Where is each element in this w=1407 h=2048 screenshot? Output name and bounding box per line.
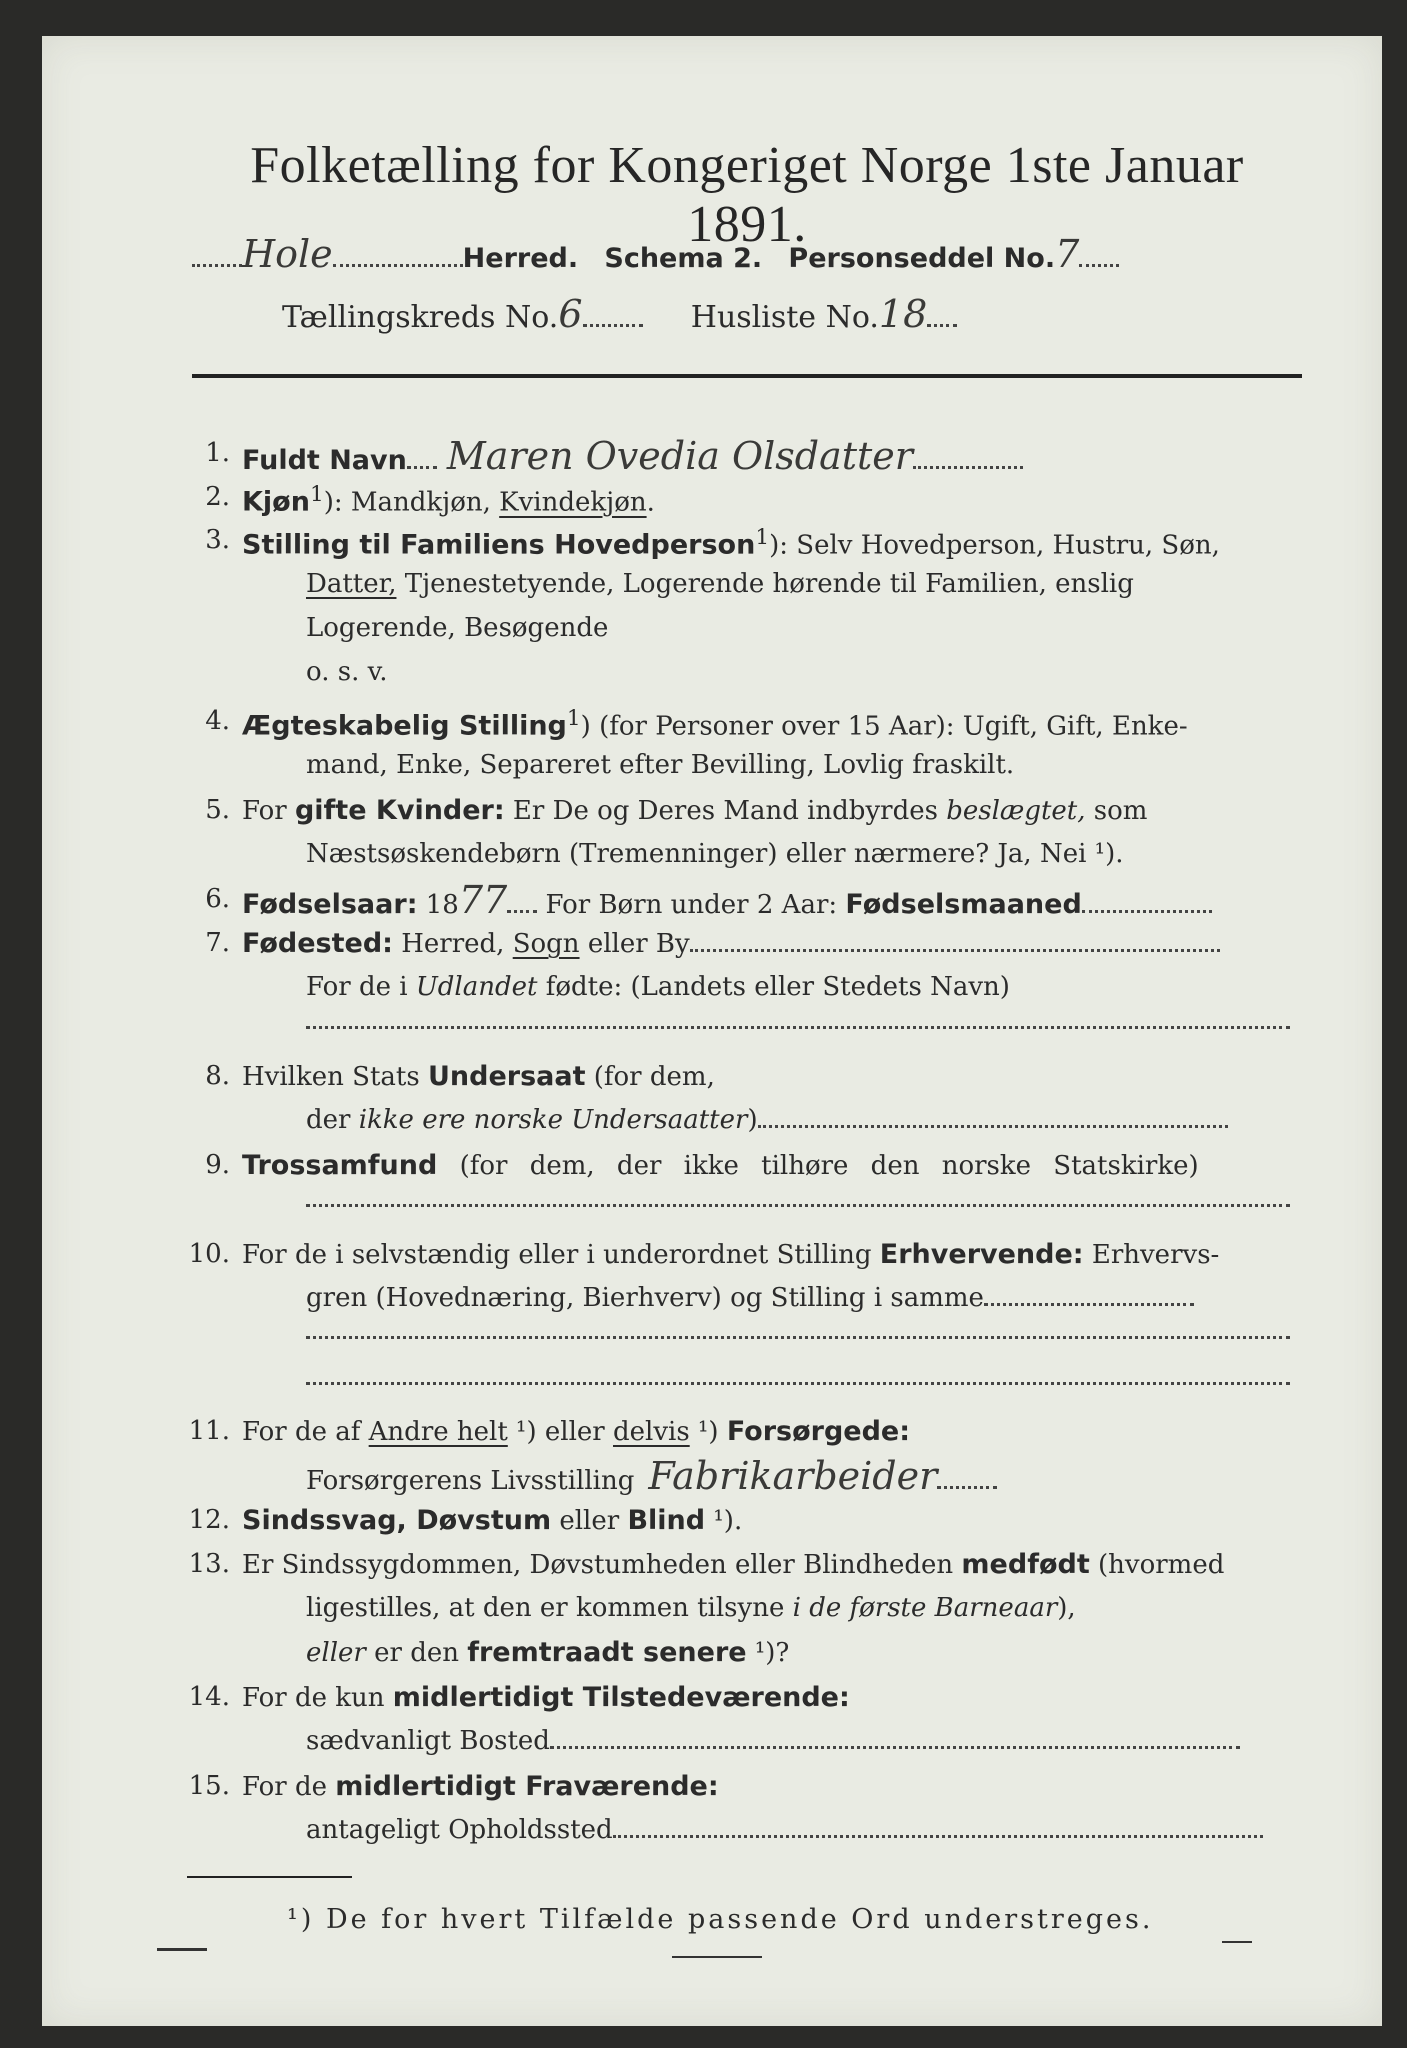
q4-number: 4.: [205, 706, 230, 736]
q13-label: medfødt: [961, 1549, 1090, 1580]
header-rule: [192, 374, 1302, 378]
q6-label2: Fødselsmaaned: [845, 889, 1082, 920]
herred-label: Herred.: [462, 243, 579, 274]
q12-text: eller: [551, 1506, 628, 1536]
q4-sup: 1: [566, 706, 581, 731]
q13-number: 13.: [188, 1549, 230, 1579]
q5-text1a: Er De og Deres Mand indbyrdes: [504, 796, 947, 826]
q13-text2c: ),: [1057, 1593, 1076, 1623]
q6-number: 6.: [205, 884, 230, 914]
q9-line: [242, 1150, 1199, 1181]
q14-line2: [306, 1726, 1240, 1756]
q9-number: 9.: [205, 1150, 230, 1180]
herred-line: [192, 232, 1119, 276]
q7-text2b: Udlandet: [415, 972, 538, 1002]
q11-line2: [306, 1454, 997, 1498]
census-form-page: [42, 36, 1382, 2026]
q10-pre: For de i selvstændig eller i underordnet Stilling: [242, 1240, 880, 1270]
kreds-line: [282, 292, 957, 336]
q9-text: (for dem, der ikke tilhøre den norske Statskirke): [437, 1151, 1199, 1181]
q5-text1c: som: [1085, 796, 1148, 826]
q11-underlined2: delvis: [613, 1417, 690, 1447]
q7-label: Fødested:: [242, 928, 393, 959]
q4-line2: mand, Enke, Separeret efter Bevilling, Lovlig fraskilt.: [306, 750, 1015, 780]
q8-pre: Hvilken Stats: [242, 1062, 428, 1092]
q8-text: (for dem,: [585, 1062, 715, 1092]
q11-underlined1: Andre helt: [368, 1417, 508, 1447]
q5-pre: For: [242, 796, 295, 826]
q15-line2: [306, 1815, 1263, 1845]
q10-blank-line2: [306, 1382, 1290, 1385]
q1-label: Fuldt Navn: [242, 445, 407, 476]
q4-line1: [242, 706, 1188, 742]
q12-label: Sindssvag, Døvstum: [242, 1505, 552, 1536]
q9-blank-line: [306, 1204, 1290, 1207]
q14-line1: [242, 1682, 850, 1713]
q11-post: ¹): [689, 1417, 727, 1447]
q11-mid: ¹) eller: [507, 1417, 613, 1447]
q12-label2: Blind: [627, 1505, 706, 1536]
q2-text: ): Mandkjøn,: [323, 487, 500, 518]
footnote-rule: [187, 1876, 352, 1878]
q11-text2: Forsørgerens Livsstilling: [306, 1466, 635, 1496]
q8-number: 8.: [205, 1061, 230, 1091]
q5-line1: [242, 795, 1147, 826]
q13-line3: [306, 1637, 789, 1668]
q12-line: [242, 1505, 742, 1536]
personseddel-label: Personseddel No.: [788, 243, 1056, 274]
q13-text3c: fremtraadt senere: [467, 1637, 747, 1668]
q6-prefix: 18: [417, 890, 459, 920]
q15-text2: antageligt Opholdssted: [306, 1815, 613, 1845]
q15-pre: For de: [242, 1772, 336, 1802]
q3-line3: Logerende, Besøgende: [306, 613, 609, 643]
q13-text3d: ¹)?: [746, 1638, 790, 1668]
q6-text: For Børn under 2 Aar:: [537, 890, 846, 920]
q7-text2a: For de i: [306, 972, 416, 1002]
q7-text2c: fødte: (Landets eller Stedets Navn): [537, 972, 1010, 1002]
q13-text2b: i de første Barneaar: [792, 1593, 1058, 1623]
q8-label: Undersaat: [427, 1061, 586, 1092]
q13-text2a: ligestilles, at den er kommen tilsyne: [306, 1593, 793, 1623]
margin-mark-right: [1222, 1941, 1252, 1943]
kreds-label: Tællingskreds No.: [282, 300, 559, 335]
q13-text: (hvormed: [1089, 1550, 1225, 1580]
q9-label: Trossamfund: [242, 1150, 438, 1181]
q10-label: Erhvervende:: [879, 1239, 1084, 1270]
q11-label: Forsørgede:: [726, 1416, 911, 1447]
q15-label: midlertidigt Fraværende:: [335, 1771, 719, 1802]
q3-line4: o. s. v.: [306, 657, 388, 687]
q10-number: 10.: [188, 1239, 230, 1269]
kreds-value: 6: [558, 292, 583, 336]
q8-line2: [306, 1105, 1228, 1135]
q7-text1: Herred,: [392, 929, 513, 959]
q8-text2c: ): [747, 1105, 758, 1135]
q5-line2: Næstsøskendebørn (Tremenninger) eller nærmere? Ja, Nei ¹).: [306, 839, 1124, 869]
q3-line1: [242, 525, 1220, 561]
personseddel-value: 7: [1055, 232, 1080, 276]
q5-number: 5.: [205, 795, 230, 825]
q13-line1: [242, 1549, 1224, 1580]
q1-number: 1.: [205, 438, 230, 468]
schema-label: Schema 2.: [604, 243, 763, 274]
footnote: ¹) De for hvert Tilfælde passende Ord understreges.: [287, 1904, 1154, 1935]
q12-end: ¹).: [705, 1506, 743, 1536]
q8-text2b: ikke ere norske Undersaatter: [358, 1105, 748, 1135]
q7-line1: [242, 928, 1220, 959]
q6-label: Fødselsaar:: [242, 889, 418, 920]
q13-line2: [306, 1593, 1076, 1623]
q10-text: Erhvervs-: [1083, 1240, 1220, 1270]
q8-line1: [242, 1061, 715, 1092]
q13-text3a: eller: [306, 1638, 366, 1668]
q10-line1: [242, 1239, 1219, 1270]
q2-line: [242, 482, 655, 518]
q4-text1: ) (for Personer over 15 Aar): Ugift, Gift, Enke-: [580, 711, 1188, 742]
q6-year-value: 77: [458, 878, 508, 922]
q7-blank-line: [306, 1026, 1290, 1029]
q8-text2a: der: [306, 1105, 359, 1135]
q13-text3b: er den: [365, 1638, 468, 1668]
q10-line2: [306, 1283, 1194, 1313]
q1-line: [242, 434, 1023, 478]
q3-underlined: Datter,: [306, 569, 397, 599]
q7-number: 7.: [205, 928, 230, 958]
q10-text2: gren (Hovednæring, Bierhverv) og Stilling i samme: [306, 1283, 984, 1313]
q2-number: 2.: [205, 482, 230, 512]
q2-end: .: [646, 487, 655, 518]
herred-value: Hole: [242, 232, 333, 276]
q5-label: gifte Kvinder:: [294, 795, 505, 826]
q10-blank-line1: [306, 1336, 1290, 1339]
q1-name-value: Maren Ovedia Olsdatter: [446, 434, 913, 478]
q12-number: 12.: [188, 1505, 230, 1535]
q2-label: Kjøn: [242, 486, 310, 518]
q14-text2: sædvanligt Bosted: [306, 1726, 550, 1756]
q7-underlined: Sogn: [512, 929, 580, 959]
margin-mark-left: [157, 1948, 207, 1951]
q7-text2: eller By: [579, 929, 690, 959]
q11-line1: [242, 1416, 910, 1447]
q3-text2: Tjenestetyende, Logerende hørende til Familien, enslig: [396, 569, 1134, 599]
q3-number: 3.: [205, 525, 230, 555]
q13-pre: Er Sindssygdommen, Døvstumheden eller Blindheden: [242, 1550, 962, 1580]
q14-label: midlertidigt Tilstedeværende:: [392, 1682, 850, 1713]
q2-sup: 1: [309, 482, 324, 507]
q11-pre: For de af: [242, 1417, 369, 1447]
q11-occupation-value: Fabrikarbeider: [648, 1454, 938, 1498]
q7-line2: [306, 972, 1010, 1002]
q2-underlined: Kvindekjøn: [499, 487, 647, 518]
q15-number: 15.: [188, 1771, 230, 1801]
q3-text1: ): Selv Hovedperson, Hustru, Søn,: [769, 530, 1220, 561]
q15-line1: [242, 1771, 719, 1802]
form-title: Folketælling for Kongeriget Norge 1ste Januar 1891.: [250, 137, 1244, 253]
q6-line: [242, 878, 1212, 922]
q11-number: 11.: [188, 1416, 230, 1446]
q5-text1b: beslægtet,: [946, 796, 1086, 826]
q4-label: Ægteskabelig Stilling: [242, 710, 567, 742]
margin-mark-center: [672, 1956, 762, 1958]
q3-sup: 1: [755, 525, 770, 550]
husliste-label: Husliste No.: [690, 300, 879, 335]
q3-line2: [306, 569, 1134, 599]
q3-label: Stilling til Familiens Hovedperson: [242, 529, 756, 561]
q14-number: 14.: [188, 1682, 230, 1712]
q14-pre: For de kun: [242, 1683, 393, 1713]
husliste-value: 18: [878, 292, 928, 336]
